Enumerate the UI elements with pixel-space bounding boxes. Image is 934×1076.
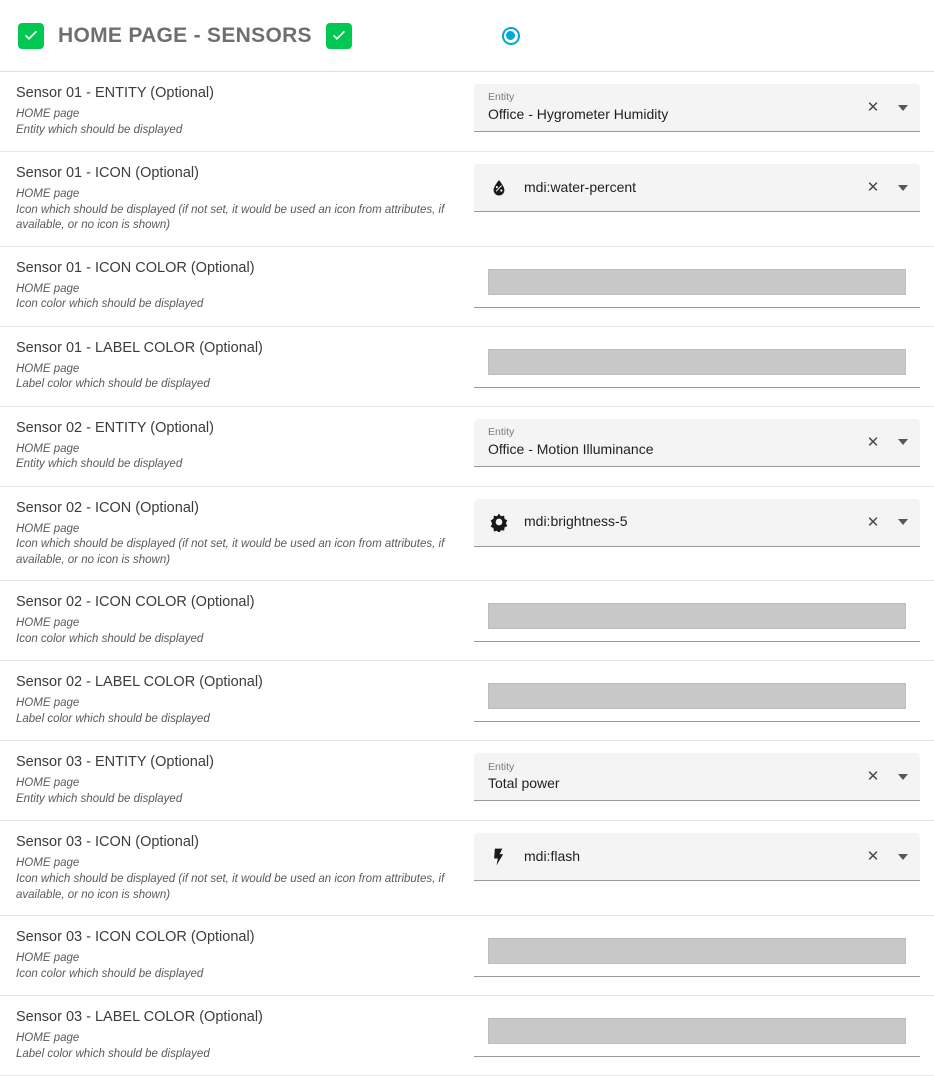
entity-field-value[interactable]: Total power (488, 775, 560, 792)
setting-scope: HOME page (16, 188, 80, 201)
setting-hint: Entity which should be displayed (16, 458, 183, 471)
setting-control (474, 593, 934, 642)
setting-label: Sensor 03 - LABEL COLOR (Optional) (16, 1009, 263, 1026)
setting-scope: HOME page (16, 697, 80, 710)
settings-row (0, 72, 934, 152)
page-title: HOME PAGE - SENSORS (58, 23, 312, 47)
entity-picker-body (488, 91, 854, 123)
radio-inner-dot (506, 31, 515, 40)
color-picker[interactable] (474, 259, 920, 308)
icon-picker[interactable] (474, 164, 920, 212)
setting-control (474, 928, 934, 977)
setting-hint: Label color which should be displayed (16, 712, 210, 725)
setting-hint: Icon which should be displayed (if not set, it would be used an icon from attributes, if available, or no icon is shown) (16, 203, 445, 232)
setting-scope: HOME page (16, 857, 80, 870)
setting-scope: HOME page (16, 282, 80, 295)
setting-label: Sensor 01 - LABEL COLOR (Optional) (16, 339, 263, 356)
setting-description (0, 419, 474, 473)
setting-description (0, 593, 474, 647)
setting-label: Sensor 02 - ICON COLOR (Optional) (16, 594, 255, 611)
water-percent-icon (488, 177, 510, 199)
caret-shape (898, 105, 908, 111)
brightness-5-icon (488, 511, 510, 533)
settings-row (0, 487, 934, 582)
clear-icon[interactable]: ✕ (866, 513, 880, 531)
setting-scope: HOME page (16, 952, 80, 965)
setting-hint: Label color which should be displayed (16, 378, 210, 391)
clear-icon[interactable]: ✕ (866, 768, 880, 786)
setting-scope: HOME page (16, 522, 80, 535)
flash-icon (488, 846, 510, 868)
setting-description (0, 499, 474, 569)
setting-scope: HOME page (16, 108, 80, 121)
setting-hint: Icon color which should be displayed (16, 632, 204, 645)
setting-hint: Icon color which should be displayed (16, 967, 204, 980)
clear-icon[interactable]: ✕ (866, 179, 880, 196)
settings-row (0, 996, 934, 1076)
caret-shape (898, 854, 908, 860)
setting-description (0, 833, 474, 903)
entity-field-label: Entity (488, 426, 515, 439)
icon-field-value[interactable]: mdi:flash (524, 848, 581, 865)
chevron-down-icon[interactable] (892, 846, 914, 868)
settings-row (0, 247, 934, 327)
setting-control (474, 419, 934, 467)
field-actions (854, 97, 914, 119)
color-swatch[interactable] (488, 349, 906, 375)
caret-shape (898, 519, 908, 525)
setting-description (0, 673, 474, 727)
color-swatch[interactable] (488, 269, 906, 295)
color-swatch[interactable] (488, 1018, 906, 1044)
setting-description (0, 339, 474, 393)
icon-picker-body (488, 177, 854, 199)
chevron-down-icon[interactable] (892, 431, 914, 453)
clear-icon[interactable]: ✕ (866, 848, 880, 866)
field-actions (854, 431, 914, 453)
entity-picker-body (488, 761, 854, 793)
color-swatch[interactable] (488, 938, 906, 964)
setting-hint: Icon which should be displayed (if not set, it would be used an icon from attributes, if available, or no icon is shown) (16, 538, 445, 566)
setting-label: Sensor 03 - ICON (Optional) (16, 834, 199, 851)
entity-picker[interactable] (474, 84, 920, 132)
setting-control (474, 84, 934, 132)
settings-row (0, 661, 934, 741)
entity-field-value[interactable]: Office - Hygrometer Humidity (488, 106, 669, 123)
settings-row (0, 821, 934, 916)
setting-description (0, 84, 474, 138)
color-picker[interactable] (474, 339, 920, 388)
setting-hint: Entity which should be displayed (16, 792, 183, 805)
setting-hint: Label color which should be displayed (16, 1047, 210, 1060)
color-picker[interactable] (474, 673, 920, 722)
caret-shape (898, 185, 908, 191)
setting-label: Sensor 02 - LABEL COLOR (Optional) (16, 674, 263, 691)
icon-picker-body (488, 846, 854, 868)
settings-row (0, 327, 934, 407)
setting-control (474, 339, 934, 388)
field-actions (854, 846, 914, 868)
setting-control (474, 1008, 934, 1057)
setting-label: Sensor 02 - ENTITY (Optional) (16, 419, 214, 436)
field-actions (854, 177, 914, 199)
field-actions (854, 511, 914, 533)
setting-description (0, 1008, 474, 1062)
icon-picker[interactable] (474, 499, 920, 547)
setting-scope: HOME page (16, 617, 80, 630)
setting-label: Sensor 03 - ENTITY (Optional) (16, 754, 214, 771)
setting-description (0, 753, 474, 807)
entity-field-value[interactable]: Office - Motion Illuminance (488, 440, 654, 457)
caret-shape (898, 774, 908, 780)
chevron-down-icon[interactable] (892, 97, 914, 119)
setting-control (474, 833, 934, 881)
color-picker[interactable] (474, 1008, 920, 1057)
setting-control (474, 753, 934, 801)
settings-row (0, 152, 934, 247)
icon-field-value[interactable]: mdi:brightness-5 (524, 513, 628, 530)
chevron-down-icon[interactable] (892, 766, 914, 788)
header-checkbox-left[interactable] (18, 23, 44, 49)
setting-label: Sensor 03 - ICON COLOR (Optional) (16, 929, 255, 946)
setting-control (474, 259, 934, 308)
settings-row (0, 741, 934, 821)
setting-scope: HOME page (16, 442, 80, 455)
setting-description (0, 259, 474, 313)
icon-picker-body (488, 511, 854, 533)
color-picker[interactable] (474, 593, 920, 642)
setting-control (474, 164, 934, 212)
setting-control (474, 499, 934, 547)
setting-hint: Entity which should be displayed (16, 123, 183, 136)
setting-label: Sensor 01 - ICON COLOR (Optional) (16, 259, 255, 276)
setting-hint: Icon color which should be displayed (16, 298, 204, 311)
icon-picker[interactable] (474, 833, 920, 881)
setting-description (0, 928, 474, 982)
color-swatch[interactable] (488, 603, 906, 629)
color-swatch[interactable] (488, 683, 906, 709)
setting-label: Sensor 01 - ICON (Optional) (16, 165, 199, 181)
entity-picker-body (488, 426, 854, 458)
entity-picker[interactable] (474, 753, 920, 801)
field-actions (854, 766, 914, 788)
entity-field-label: Entity (488, 760, 515, 773)
chevron-down-icon[interactable] (892, 511, 914, 533)
page-header (0, 0, 934, 72)
setting-hint: Icon which should be displayed (if not set, it would be used an icon from attributes, if available, or no icon is shown) (16, 872, 445, 901)
icon-field-value[interactable]: mdi:water-percent (524, 178, 637, 195)
header-checkbox-right[interactable] (326, 23, 352, 49)
setting-control (474, 673, 934, 722)
radio-outer-ring (502, 27, 520, 45)
entity-field-label: Entity (488, 91, 515, 104)
settings-row-list (0, 72, 934, 1076)
color-picker[interactable] (474, 928, 920, 977)
caret-shape (898, 439, 908, 445)
setting-scope: HOME page (16, 362, 80, 375)
setting-label: Sensor 01 - ENTITY (Optional) (16, 85, 214, 101)
clear-icon[interactable]: ✕ (866, 99, 880, 116)
setting-label: Sensor 02 - ICON (Optional) (16, 499, 199, 516)
settings-row (0, 916, 934, 996)
header-radio[interactable] (502, 27, 520, 45)
settings-row (0, 581, 934, 661)
clear-icon[interactable]: ✕ (866, 433, 880, 451)
setting-description (0, 164, 474, 234)
setting-scope: HOME page (16, 777, 80, 790)
chevron-down-icon[interactable] (892, 177, 914, 199)
entity-picker[interactable] (474, 419, 920, 467)
settings-row (0, 407, 934, 487)
setting-scope: HOME page (16, 1032, 80, 1045)
